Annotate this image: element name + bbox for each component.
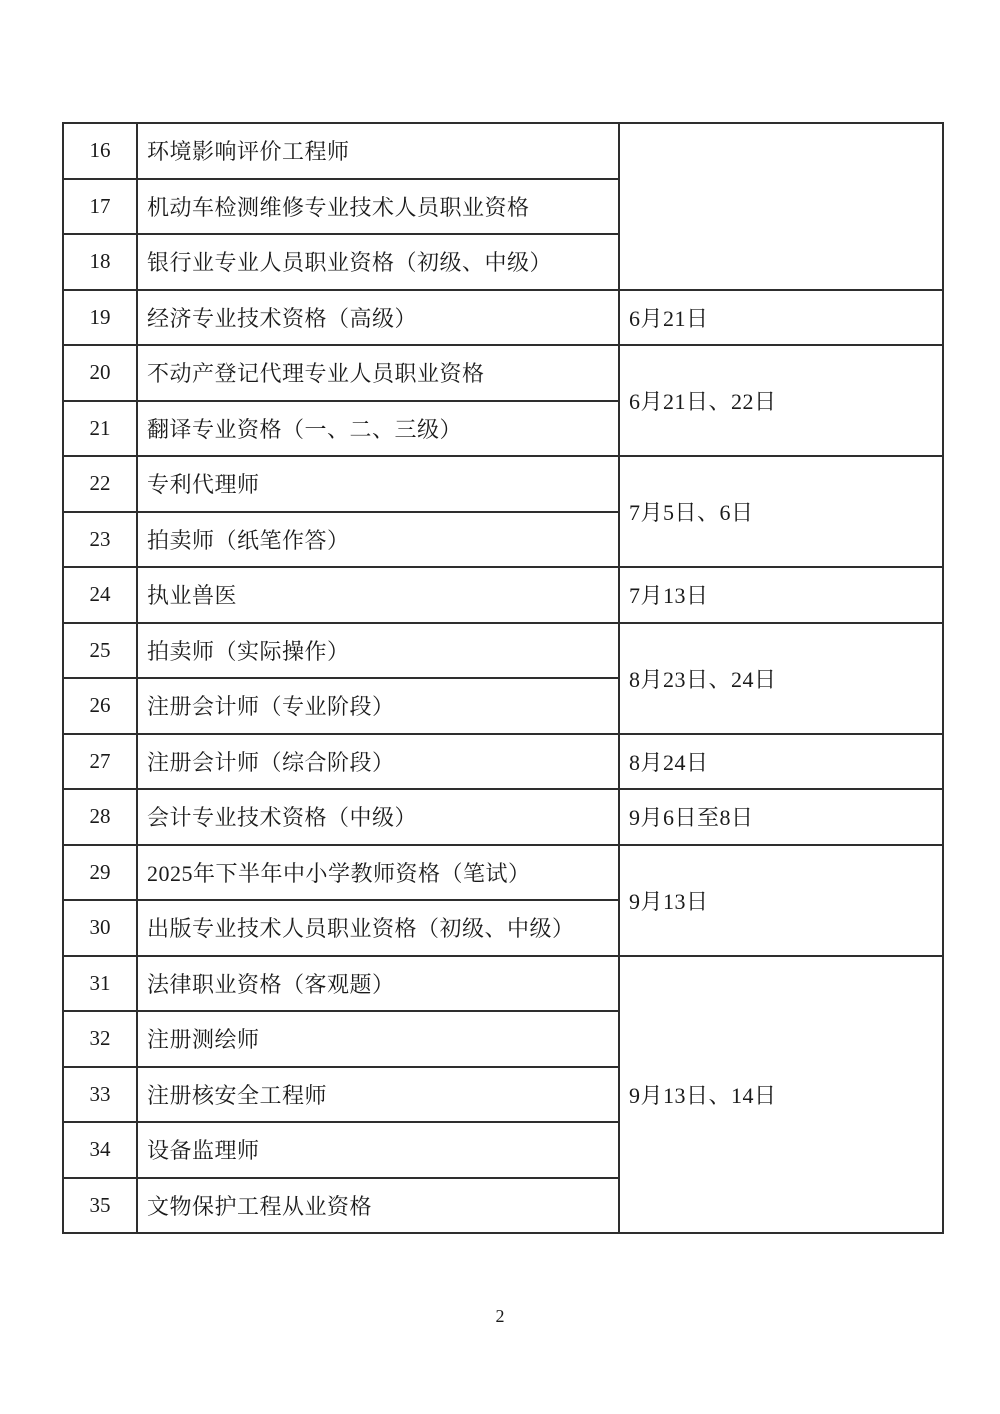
table-row xyxy=(63,734,943,790)
exam-name-cell: 注册核安全工程师 xyxy=(137,1067,619,1123)
exam-name-cell: 拍卖师（纸笔作答） xyxy=(137,512,619,568)
exam-name-cell: 注册会计师（综合阶段） xyxy=(137,734,619,790)
exam-name-cell: 经济专业技术资格（高级） xyxy=(137,290,619,346)
exam-name-cell: 翻译专业资格（一、二、三级） xyxy=(137,401,619,457)
exam-name-cell: 出版专业技术人员职业资格（初级、中级） xyxy=(137,900,619,956)
table-row xyxy=(63,845,943,901)
row-number-cell: 17 xyxy=(63,179,137,235)
row-number-cell: 27 xyxy=(63,734,137,790)
exam-date-cell: 6月21日、22日 xyxy=(619,345,943,456)
row-number-cell: 30 xyxy=(63,900,137,956)
exam-name-cell: 2025年下半年中小学教师资格（笔试） xyxy=(137,845,619,901)
page-number: 2 xyxy=(495,1306,505,1326)
row-number-cell: 18 xyxy=(63,234,137,290)
exam-table-body xyxy=(63,123,943,1233)
row-number-cell: 34 xyxy=(63,1122,137,1178)
table-row xyxy=(63,290,943,346)
exam-name-cell: 执业兽医 xyxy=(137,567,619,623)
exam-date-cell: 8月23日、24日 xyxy=(619,623,943,734)
row-number-cell: 32 xyxy=(63,1011,137,1067)
table-row xyxy=(63,567,943,623)
row-number-cell: 35 xyxy=(63,1178,137,1234)
exam-date-cell: 9月6日至8日 xyxy=(619,789,943,845)
exam-name-cell: 设备监理师 xyxy=(137,1122,619,1178)
exam-name-cell: 注册测绘师 xyxy=(137,1011,619,1067)
exam-date-cell: 9月13日 xyxy=(619,845,943,956)
exam-name-cell: 注册会计师（专业阶段） xyxy=(137,678,619,734)
exam-date-cell: 9月13日、14日 xyxy=(619,956,943,1234)
table-row xyxy=(63,456,943,512)
row-number-cell: 25 xyxy=(63,623,137,679)
exam-name-cell: 拍卖师（实际操作） xyxy=(137,623,619,679)
row-number-cell: 16 xyxy=(63,123,137,179)
exam-date-cell: 7月13日 xyxy=(619,567,943,623)
row-number-cell: 23 xyxy=(63,512,137,568)
table-row xyxy=(63,123,943,179)
table-row xyxy=(63,956,943,1012)
exam-name-cell: 法律职业资格（客观题） xyxy=(137,956,619,1012)
row-number-cell: 20 xyxy=(63,345,137,401)
table-row xyxy=(63,623,943,679)
exam-name-cell: 机动车检测维修专业技术人员职业资格 xyxy=(137,179,619,235)
exam-name-cell: 专利代理师 xyxy=(137,456,619,512)
row-number-cell: 24 xyxy=(63,567,137,623)
row-number-cell: 26 xyxy=(63,678,137,734)
exam-date-cell xyxy=(619,123,943,290)
row-number-cell: 21 xyxy=(63,401,137,457)
table-row xyxy=(63,789,943,845)
row-number-cell: 33 xyxy=(63,1067,137,1123)
exam-date-cell: 6月21日 xyxy=(619,290,943,346)
exam-name-cell: 会计专业技术资格（中级） xyxy=(137,789,619,845)
row-number-cell: 29 xyxy=(63,845,137,901)
exam-date-cell: 8月24日 xyxy=(619,734,943,790)
exam-name-cell: 不动产登记代理专业人员职业资格 xyxy=(137,345,619,401)
exam-name-cell: 文物保护工程从业资格 xyxy=(137,1178,619,1234)
row-number-cell: 19 xyxy=(63,290,137,346)
row-number-cell: 22 xyxy=(63,456,137,512)
exam-name-cell: 银行业专业人员职业资格（初级、中级） xyxy=(137,234,619,290)
table-row xyxy=(63,345,943,401)
row-number-cell: 28 xyxy=(63,789,137,845)
row-number-cell: 31 xyxy=(63,956,137,1012)
exam-name-cell: 环境影响评价工程师 xyxy=(137,123,619,179)
exam-date-cell: 7月5日、6日 xyxy=(619,456,943,567)
exam-schedule-table xyxy=(62,122,944,1234)
